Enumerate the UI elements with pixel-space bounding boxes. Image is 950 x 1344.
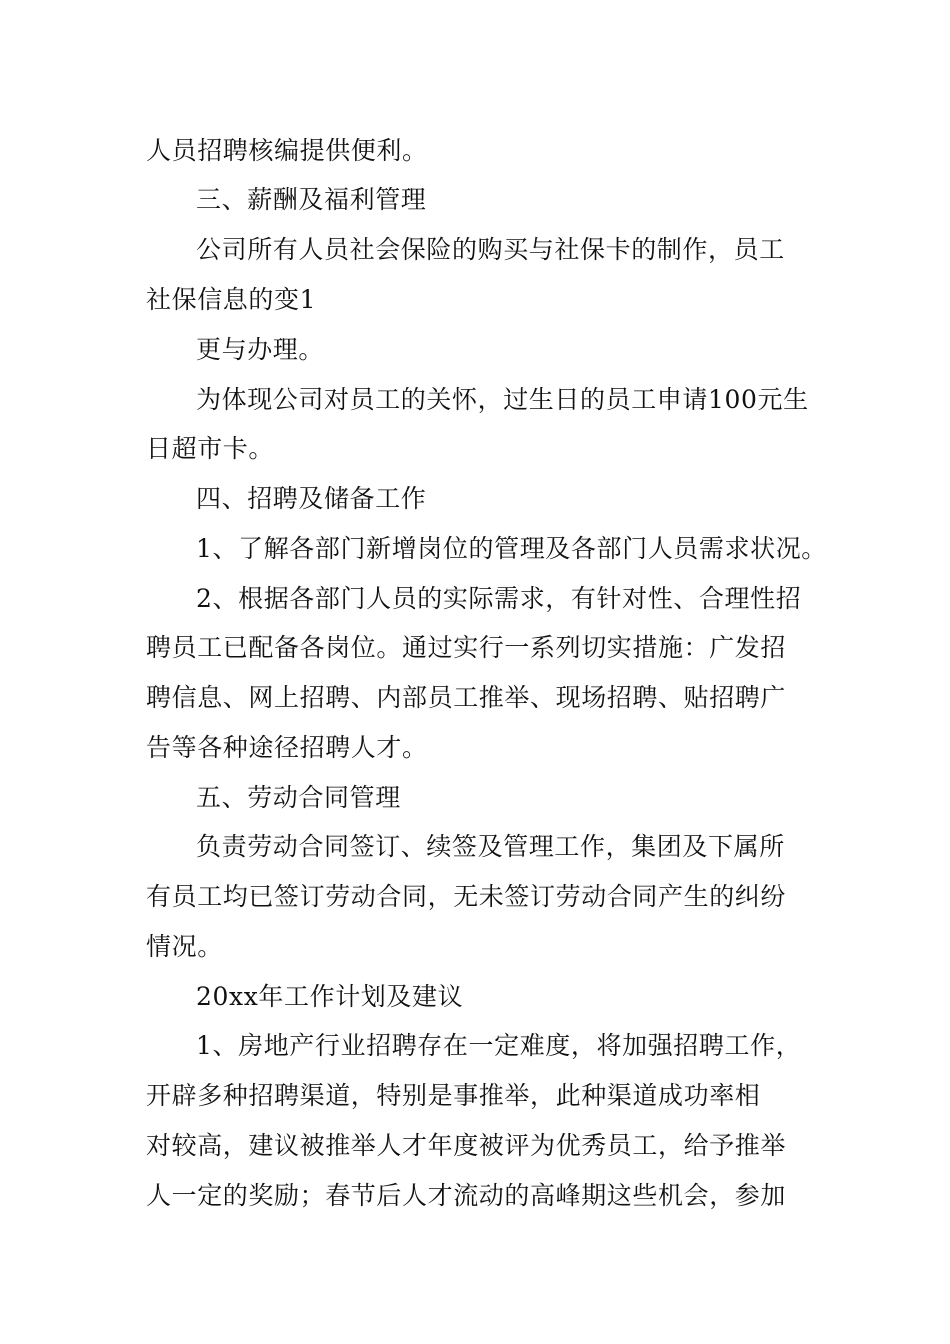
paragraph-line: 人一定的奖励；春节后人才流动的高峰期这些机会，参加 [146, 1181, 787, 1210]
section-heading-contract: 五、劳动合同管理 [196, 783, 401, 812]
paragraph-line: 人员招聘核编提供便利。 [146, 136, 428, 165]
section-heading-recruitment: 四、招聘及储备工作 [196, 484, 427, 513]
paragraph-line: 公司所有人员社会保险的购买与社保卡的制作，员工 [196, 235, 785, 264]
list-item: 1、了解各部门新增岗位的管理及各部门人员需求状况。 [196, 534, 827, 563]
paragraph-line: 开辟多种招聘渠道，特别是事推举，此种渠道成功率相 [146, 1081, 761, 1110]
list-item: 1、房地产行业招聘存在一定难度，将加强招聘工作， [196, 1031, 802, 1060]
paragraph-line: 聘信息、网上招聘、内部员工推举、现场招聘、贴招聘广 [146, 683, 787, 712]
paragraph-line: 日超市卡。 [146, 434, 275, 463]
paragraph-line: 聘员工已配备各岗位。通过实行一系列切实措施：广发招 [146, 633, 787, 662]
section-heading-plan: 20xx年工作计划及建议 [196, 982, 464, 1011]
paragraph-line: 有员工均已签订劳动合同，无未签订劳动合同产生的纠纷 [146, 882, 787, 911]
list-item: 2、根据各部门人员的实际需求，有针对性、合理性招 [196, 584, 802, 613]
paragraph-line: 社保信息的变1 [146, 285, 317, 314]
paragraph-line: 对较高，建议被推举人才年度被评为优秀员工，给予推举 [146, 1131, 787, 1160]
section-heading-salary: 三、薪酬及福利管理 [196, 185, 427, 214]
paragraph-line: 情况。 [146, 932, 223, 961]
paragraph-line: 告等各种途径招聘人才。 [146, 733, 428, 762]
paragraph-line: 负责劳动合同签订、续签及管理工作，集团及下属所 [196, 832, 785, 861]
paragraph-line: 为体现公司对员工的关怀，过生日的员工申请100元生 [196, 385, 809, 414]
paragraph-line: 更与办理。 [196, 335, 325, 364]
